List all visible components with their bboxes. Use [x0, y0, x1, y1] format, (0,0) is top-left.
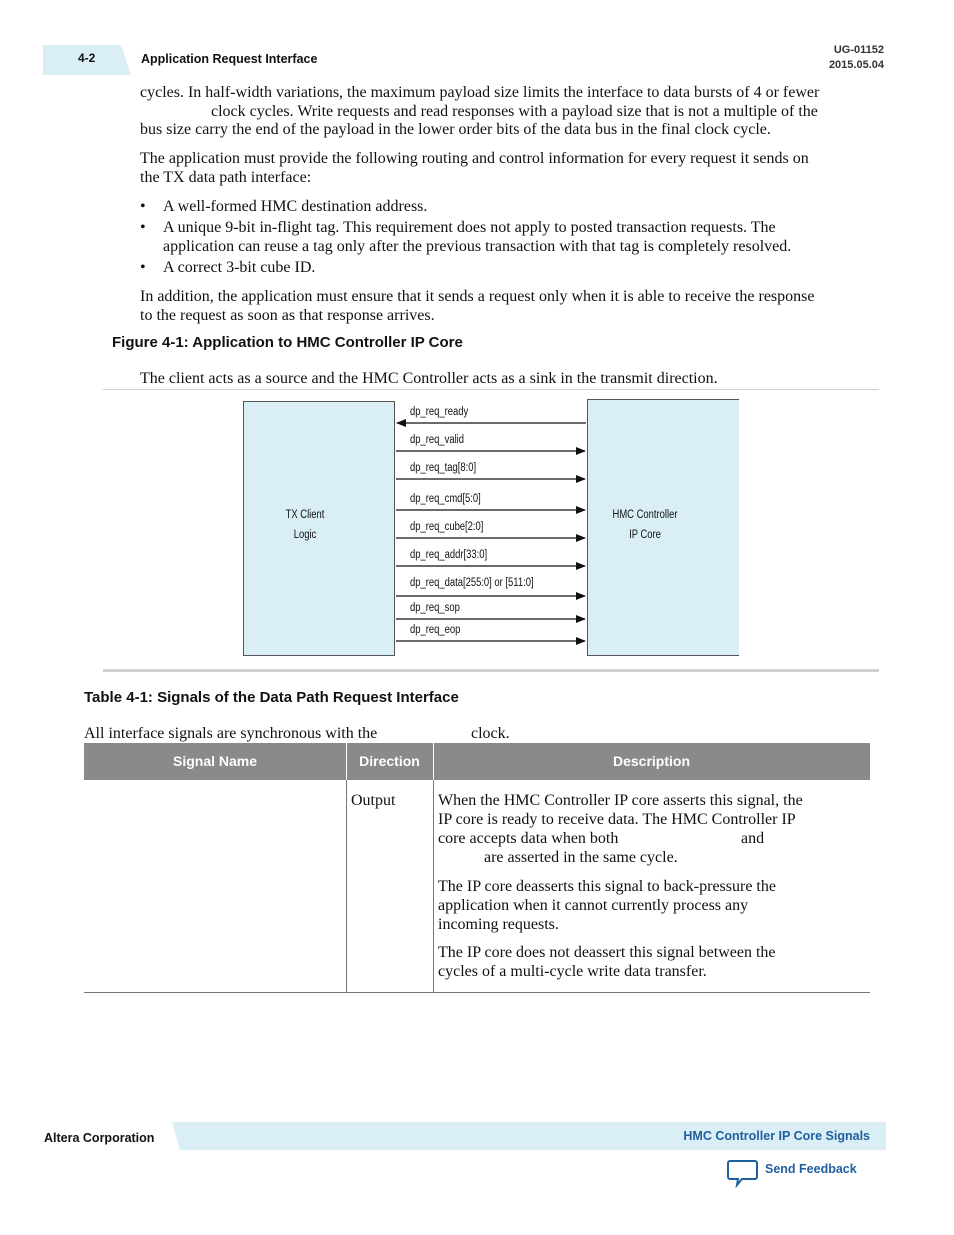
description-line: and — [741, 830, 765, 847]
para3-line2: to the request as soon as that response arrives. — [140, 307, 435, 324]
table-intro-part1: All interface signals are synchronous with the — [84, 725, 378, 742]
footer-section-link[interactable]: HMC Controller IP Core Signals — [683, 1129, 870, 1143]
direction-cell: Output — [351, 792, 396, 809]
signal-label: dp_req_sop — [410, 602, 460, 614]
description-line: The IP core deasserts this signal to back-pressure the — [438, 878, 776, 895]
bullet-item: A correct 3-bit cube ID. — [163, 259, 316, 276]
description-line: are asserted in the same cycle. — [484, 849, 678, 866]
figure-bottom-rule — [103, 669, 879, 672]
bullet-marker: • — [140, 198, 146, 215]
para2-line2: the TX data path interface: — [140, 169, 312, 186]
feedback-bubble-icon — [727, 1158, 759, 1188]
description-line: When the HMC Controller IP core asserts this signal, the — [438, 792, 803, 809]
figure-caption: Figure 4-1: Application to HMC Controller IP Core — [112, 334, 463, 351]
column-header-signal-name: Signal Name — [172, 753, 258, 769]
description-line: core accepts data when both — [438, 830, 619, 847]
description-line: IP core is ready to receive data. The HMC Controller IP — [438, 811, 796, 828]
figure-description: The client acts as a source and the HMC Controller acts as a sink in the transmit direction. — [140, 370, 718, 387]
page-number: 4-2 — [78, 51, 96, 65]
header-divider — [346, 743, 347, 780]
description-line: cycles of a multi-cycle write data transfer. — [438, 963, 707, 980]
signal-label: dp_req_eop — [410, 624, 461, 636]
block-label-line: IP Core — [629, 529, 661, 541]
para3-line1: In addition, the application must ensure that it sends a request only when it is able to receive the response — [140, 288, 815, 305]
column-header-direction: Direction — [359, 753, 420, 769]
doc-date: 2015.05.04 — [828, 59, 884, 71]
block-label-line: Logic — [293, 529, 317, 541]
table-bottom-border — [84, 992, 870, 993]
section-title: Application Request Interface — [141, 52, 318, 66]
company-name: Altera Corporation — [44, 1131, 155, 1145]
column-header-description: Description — [612, 753, 690, 769]
para2-line1: The application must provide the following routing and control information for every request it sends on — [140, 150, 809, 167]
bullet-item-continued: application can reuse a tag only after the previous transaction with that tag is completely resolved. — [163, 238, 792, 255]
block-label-line: HMC Controller — [612, 509, 678, 521]
header-divider — [433, 743, 434, 780]
signal-label: dp_req_cmd[5:0] — [410, 493, 481, 505]
block-label-line: TX Client — [285, 509, 325, 521]
bullet-marker: • — [140, 219, 146, 236]
table-header-row — [84, 743, 870, 780]
signal-label: dp_req_valid — [410, 434, 465, 446]
para1-line3: bus size carry the end of the payload in the lower order bits of the data bus in the final clock cycle. — [140, 121, 771, 138]
signal-label: dp_req_data[255:0] or [511:0] — [410, 577, 534, 589]
description-line: application when it cannot currently process any — [438, 897, 749, 914]
signal-label: dp_req_ready — [410, 406, 469, 418]
column-divider — [346, 780, 347, 992]
send-feedback-label[interactable]: Send Feedback — [765, 1162, 857, 1176]
bullet-item: A well-formed HMC destination address. — [163, 198, 428, 215]
bullet-marker: • — [140, 259, 146, 276]
para1-line2: clock cycles. Write requests and read responses with a payload size that is not a multiple of the — [211, 103, 818, 120]
bullet-item: A unique 9-bit in-flight tag. This requirement does not apply to posted transaction requests. The — [163, 219, 776, 236]
description-line: incoming requests. — [438, 916, 559, 933]
description-line: The IP core does not deassert this signal between the — [438, 944, 776, 961]
table-caption: Table 4-1: Signals of the Data Path Request Interface — [84, 689, 459, 706]
signal-label: dp_req_tag[8:0] — [410, 462, 477, 474]
signal-label: dp_req_cube[2:0] — [410, 521, 484, 533]
signal-label: dp_req_addr[33:0] — [410, 549, 488, 561]
table-intro-part2: clock. — [471, 725, 510, 742]
para1-line1: cycles. In half-width variations, the maximum payload size limits the interface to data bursts of 4 or fewer — [140, 84, 820, 101]
column-divider — [433, 780, 434, 992]
doc-id: UG-01152 — [833, 44, 884, 56]
